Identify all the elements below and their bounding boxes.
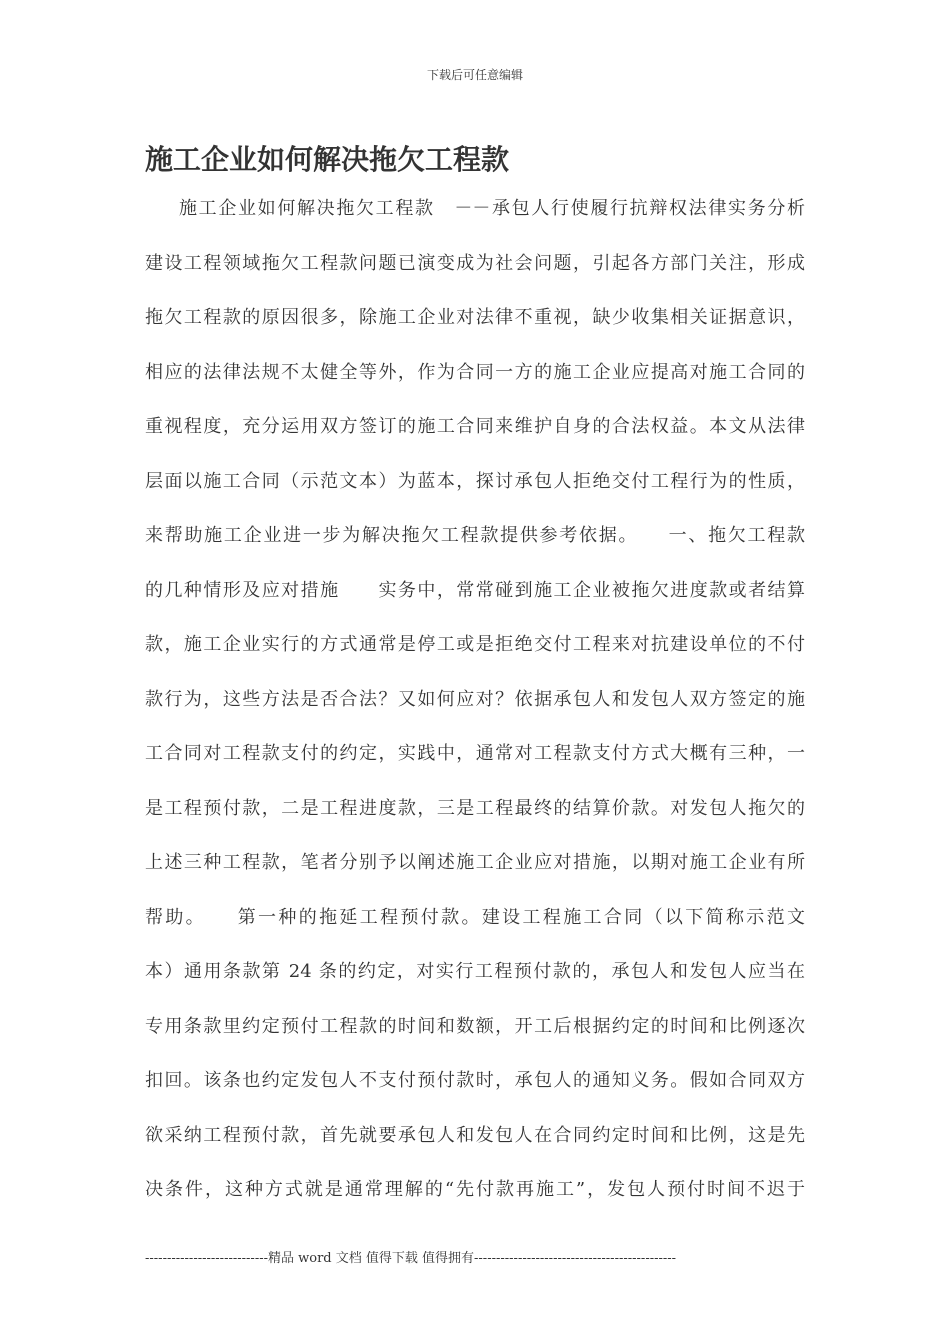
body-line-2: 建设工程领域拖欠工程款问题已演变成为社会问题，引起各方部门关注，形成 — [145, 252, 805, 274]
body-line-3: 拖欠工程款的原因很多，除施工企业对法律不重视，缺少收集相关证据意识， — [145, 307, 805, 328]
body-line-14: 帮助。 第一种的拖延工程预付款。建设工程施工合同（以下简称示范文 — [145, 906, 805, 928]
body-line-11: 工合同对工程款支付的约定，实践中，通常对工程款支付方式大概有三种，一 — [145, 743, 805, 764]
body-line-9: 款，施工企业实行的方式通常是停工或是拒绝交付工程来对抗建设单位的不付 — [145, 634, 805, 655]
body-line-6: 层面以施工合同（示范文本）为蓝本，探讨承包人拒绝交付工程行为的性质， — [145, 470, 805, 492]
document-title: 施工企业如何解决拖欠工程款 — [145, 143, 510, 176]
page-footer-note: ----------------------------精品 word 文档 值得下载 值得拥有---------------------------------------------- — [145, 1251, 677, 1266]
body-line-7: 来帮助施工企业进一步为解决拖欠工程款提供参考依据。 一、拖欠工程款 — [145, 525, 805, 546]
body-line-19: 决条件，这种方式就是通常理解的“先付款再施工”，发包人预付时间不迟于 — [145, 1179, 805, 1200]
body-line-4: 相应的法律法规不太健全等外，作为合同一方的施工企业应提高对施工合同的 — [145, 361, 805, 383]
body-line-17: 扣回。该条也约定发包人不支付预付款时，承包人的通知义务。假如合同双方 — [145, 1070, 805, 1091]
document-body — [145, 194, 805, 1230]
body-line-16: 专用条款里约定预付工程款的时间和数额，开工后根据约定的时间和比例逐次 — [145, 1015, 805, 1037]
body-line-5: 重视程度，充分运用双方签订的施工合同来维护自身的合法权益。本文从法律 — [145, 416, 805, 437]
body-line-18: 欲采纳工程预付款，首先就要承包人和发包人在合同约定时间和比例，这是先 — [145, 1124, 805, 1146]
page-header-note: 下载后可任意编辑 — [426, 68, 523, 82]
body-line-8: 的几种情形及应对措施 实务中，常常碰到施工企业被拖欠进度款或者结算 — [145, 579, 805, 601]
body-line-10: 款行为，这些方法是否合法？又如何应对？依据承包人和发包人双方签定的施 — [145, 688, 805, 710]
body-line-1: 施工企业如何解决拖欠工程款 －－承包人行使履行抗辩权法律实务分析 — [179, 198, 805, 219]
body-line-12: 是工程预付款，二是工程进度款，三是工程最终的结算价款。对发包人拖欠的 — [145, 797, 805, 819]
body-line-13: 上述三种工程款，笔者分别予以阐述施工企业应对措施，以期对施工企业有所 — [145, 852, 805, 873]
body-line-15: 本）通用条款第 24 条的约定，对实行工程预付款的，承包人和发包人应当在 — [145, 961, 805, 982]
